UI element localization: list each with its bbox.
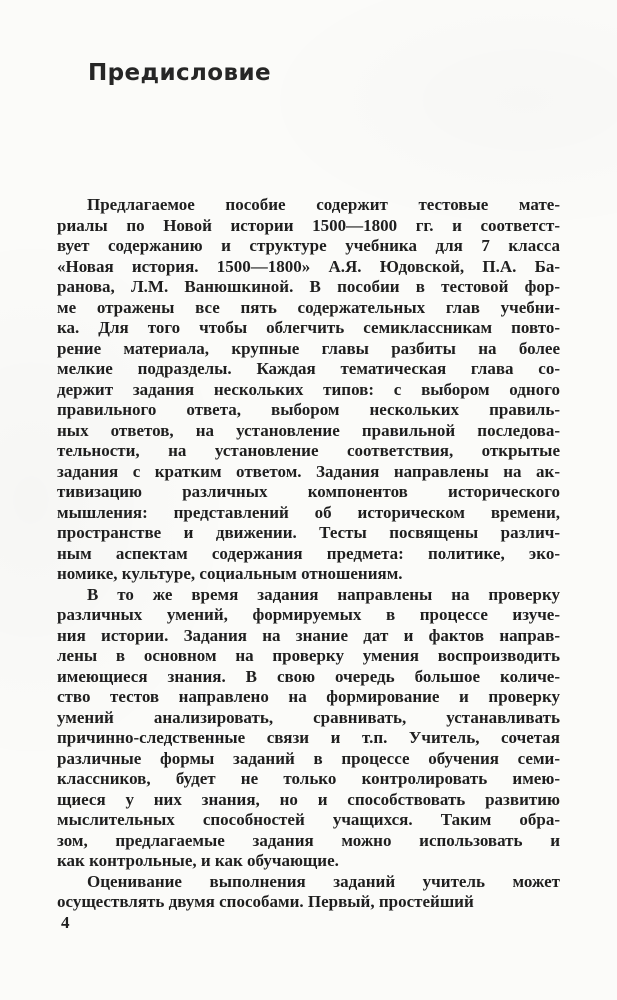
- text-line: мыслительных способностей учащихся. Таким обра-: [57, 810, 560, 829]
- text-line: лены в основном на проверку умения воспроизводить: [57, 646, 560, 665]
- preface-body-text: [57, 195, 560, 913]
- text-line: причинно-следственные связи и т.п. Учитель, сочетая: [57, 728, 560, 747]
- text-line: ранова, Л.М. Ванюшкиной. В пособии в тестовой фор-: [57, 277, 560, 296]
- text-line: различных умений, формируемых в процессе изуче-: [57, 605, 560, 624]
- text-line: ка. Для того чтобы облегчить семиклассникам повто-: [57, 318, 560, 337]
- paragraph: [57, 872, 560, 913]
- text-line: держит задания нескольких типов: с выбором одного: [57, 379, 560, 399]
- paragraph: [57, 195, 560, 585]
- text-line: Предлагаемое пособие содержит тестовые мате-: [87, 195, 560, 214]
- text-line: задания с кратким ответом. Задания направлены на ак-: [57, 461, 560, 481]
- text-line: зом, предлагаемые задания можно использовать и: [57, 830, 560, 850]
- text-line: пространстве и движении. Тесты посвящены различ-: [57, 523, 560, 542]
- text-line: умений анализировать, сравнивать, устанавливать: [57, 707, 560, 727]
- page-title: Предисловие: [88, 60, 271, 86]
- text-line: рение материала, крупные главы разбиты на более: [57, 338, 560, 358]
- text-line: мелкие подразделы. Каждая тематическая глава со-: [57, 359, 560, 378]
- text-line: ство тестов направлено на формирование и проверку: [57, 687, 560, 706]
- paragraph: [57, 585, 560, 872]
- page-number: 4: [61, 913, 70, 932]
- text-line: ным аспектам содержания предмета: политике, эко-: [57, 543, 560, 563]
- text-line: осуществлять двумя способами. Первый, простейший: [57, 892, 474, 911]
- text-line: «Новая история. 1500—1800» А.Я. Юдовской, П.А. Ба-: [57, 256, 560, 276]
- text-line: тивизацию различных компонентов исторического: [57, 482, 560, 501]
- text-line: тельности, на установление соответствия, открытые: [57, 441, 560, 460]
- text-line: Оценивание выполнения заданий учитель может: [87, 871, 560, 891]
- text-line: номике, культуре, социальным отношениям.: [57, 564, 403, 583]
- text-line: имеющиеся знания. В свою очередь большое количе-: [57, 666, 560, 686]
- text-line: вует содержанию и структуре учебника для 7 класса: [57, 236, 560, 255]
- text-line: щиеся у них знания, но и способствовать развитию: [57, 789, 560, 809]
- text-line: В то же время задания направлены на проверку: [87, 584, 560, 604]
- text-line: правильного ответа, выбором нескольких правиль-: [57, 400, 560, 419]
- text-line: ных ответов, на установление правильной последова-: [57, 420, 560, 440]
- text-line: классников, будет не только контролировать имею-: [57, 769, 560, 788]
- text-line: мышления: представлений об историческом времени,: [57, 502, 560, 522]
- text-line: ния истории. Задания на знание дат и фактов направ-: [57, 625, 560, 645]
- text-line: различные формы заданий в процессе обучения семи-: [57, 748, 560, 768]
- text-line: риалы по Новой истории 1500—1800 гг. и соответст-: [57, 215, 560, 235]
- text-line: как контрольные, и как обучающие.: [57, 851, 339, 870]
- text-line: ме отражены все пять содержательных глав учебни-: [57, 297, 560, 317]
